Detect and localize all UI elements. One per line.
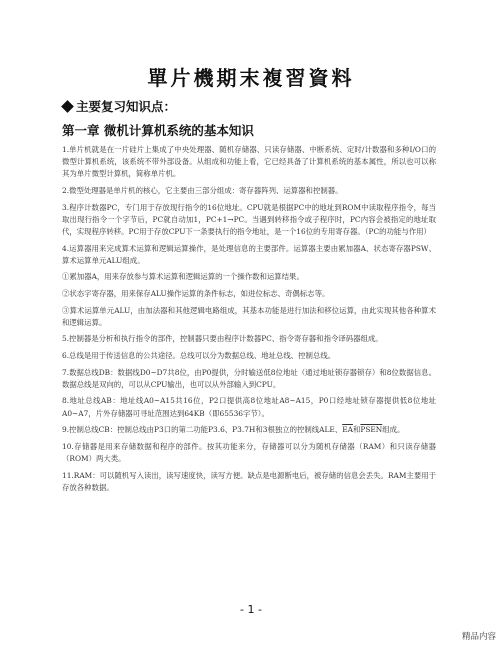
section-heading-text: 主要复习知识点：	[76, 99, 177, 114]
psen-signal: PSEN	[360, 425, 383, 435]
paragraph: 3.程序计数器PC，专门用于存放现行指令的16位地址。CPU就是根据PC中的地址到ROM中读取程序指令，每当取出现行指令一个字节后，PC就自动加1，PC+1→PC。当遇到转移指令或子程序时，PC内容会被指定的地址取代，实现程序转移。PC用于存放CPU下一条要执行的指令地址，是一个16位的专用寄存器。（PC的功能与作用）	[62, 202, 436, 236]
paragraph: 11.RAM：可以随机写入读出，读写速度快，读写方便。缺点是电源断电后，被存储的信息会丢失。RAM主要用于存放各种数据。	[62, 470, 436, 492]
ea-signal: $\overline{EA}$	[342, 425, 353, 435]
paragraph: 2.微型处理器是单片机的核心，它主要由三部分组成：寄存器阵列、运算器和控制器。	[62, 186, 343, 195]
paragraph: ②状态字寄存器，用来保存ALU操作运算的条件标志，如进位标志、奇偶标志等。	[62, 288, 330, 298]
paragraph: 7.数据总线DB：数据线D0~D7共8位，由P0提供，分时输送低8位地址（通过地址锁存器锁存）和8位数据信息。数据总线是双向的，可以从CPU输出，也可以从外部输入到CPU。	[62, 367, 436, 389]
paragraph: 8.地址总线AB：地址线A0~A15共16位，P2口提供高8位地址A8~A15，P0口经地址锁存器提供低8位地址A0~A7，片外存储器可寻址范围达到64KB（即65536字节）。	[62, 396, 436, 418]
paragraph: 1.单片机就是在一片硅片上集成了中央处理器、随机存储器、只读存储器、中断系统、定时/计数器和多种I/O口的微型计算机系统，该系统不带外部设备。从组成和功能上看，它已经具备了计算机系统的基本属性，所以也可以称其为单片微型计算机，简称单片机。	[62, 145, 436, 179]
paragraph-text: 9.控制总线CB：控制总线由P3口的第二功能P3.6、P3.7H和3根独立的控制线ALE、	[62, 425, 343, 435]
paragraph-control-bus	[62, 424, 436, 436]
corner-label: 精品内容	[461, 632, 496, 642]
document-title: 單片機期末複習資料	[147, 66, 355, 90]
section-heading	[62, 97, 176, 115]
paragraph: ③算术运算单元ALU，由加法器和其他逻辑电路组成，其基本功能是进行加法和移位运算，由此实现其他各种算术和逻辑运算。	[62, 305, 436, 327]
paragraph-tail: 组成。	[382, 425, 405, 435]
page-number: - 1 -	[240, 603, 262, 616]
chapter-heading: 第一章 微机计算机系统的基本知识	[62, 123, 254, 138]
paragraph: 6.总线是用于传送信息的公共途径。总线可以分为数据总线、地址总线、控制总线。	[62, 350, 336, 360]
diamond-bullet-icon	[61, 100, 74, 113]
paragraph: ①累加器A，用来存放参与算术运算和逻辑运算的一个操作数和运算结果。	[62, 272, 304, 282]
paragraph: 5.控制器是分析和执行指令的部件，控制器只要由程序计数器PC、指令寄存器和指令译码器组成。	[62, 334, 383, 344]
conjunction: 和	[352, 425, 361, 435]
paragraph: 4.运算器用来完成算术运算和逻辑运算操作，是处理信息的主要部件。运算器主要由累加器A、状态寄存器PSW、算术运算单元ALU组成。	[62, 243, 436, 265]
document-body	[62, 144, 436, 498]
paragraph: 10.存储器是用来存储数据和程序的部件。按其功能来分，存储器可以分为随机存储器（RAM）和只读存储器（ROM）两大类。	[62, 441, 436, 463]
